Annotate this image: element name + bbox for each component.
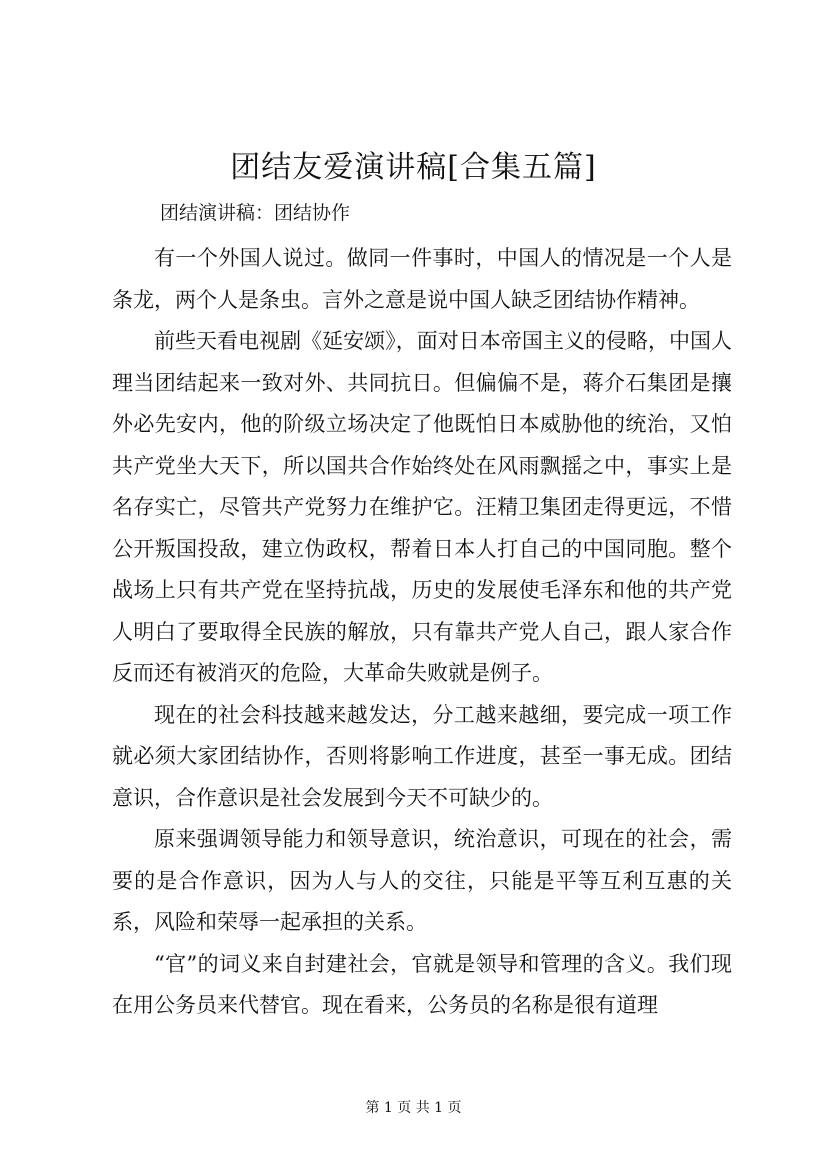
paragraph: 原来强调领导能力和领导意识，统治意识，可现在的社会，需要的是合作意识，因为人与人的交往，只能是平等互利互惠的关系，风险和荣辱一起承担的关系。 [112, 827, 732, 934]
document-title: 团结友爱演讲稿[合集五篇] [230, 150, 597, 185]
page-number-footer: 第 1 页 共 1 页 [365, 1100, 462, 1116]
paragraph: 有一个外国人说过。做同一件事时，中国人的情况是一个人是条龙，两个人是条虫。言外之意是说中国人缺乏团结协作精神。 [112, 246, 732, 312]
paragraph: 现在的社会科技越来越发达，分工越来越细，要完成一项工作就必须大家团结协作，否则将影响工作进度，甚至一事无成。团结意识，合作意识是社会发展到今天不可缺少的。 [112, 702, 732, 810]
document-body [112, 238, 732, 1027]
paragraph: “官”的词义来自封建社会，官就是领导和管理的含义。我们现在用公务员来代替官。现在看来，公务员的名称是很有道理 [112, 951, 732, 1017]
document-subtitle: 团结演讲稿：团结协作 [160, 202, 351, 224]
paragraph: 前些天看电视剧《延安颂》，面对日本帝国主义的侵略，中国人理当团结起来一致对外、共同抗日。但偏偏不是，蒋介石集团是攘外必先安内，他的阶级立场决定了他既怕日本威胁他的统治，又怕共产党坐大天下，所以国共合作始终处在风雨飘摇之中，事实上是名存实亡，尽管共产党努力在维护它。汪精卫集团走得更远，不惜公开叛国投敌，建立伪政权，帮着日本人打自己的中国同胞。整个战场上只有共产党在坚持抗战，历史的发展使毛泽东和他的共产党人明白了要取得全民族的解放，只有靠共产党人自己，跟人家合作反而还有被消灭的危险，大革命失败就是例子。 [112, 329, 732, 685]
